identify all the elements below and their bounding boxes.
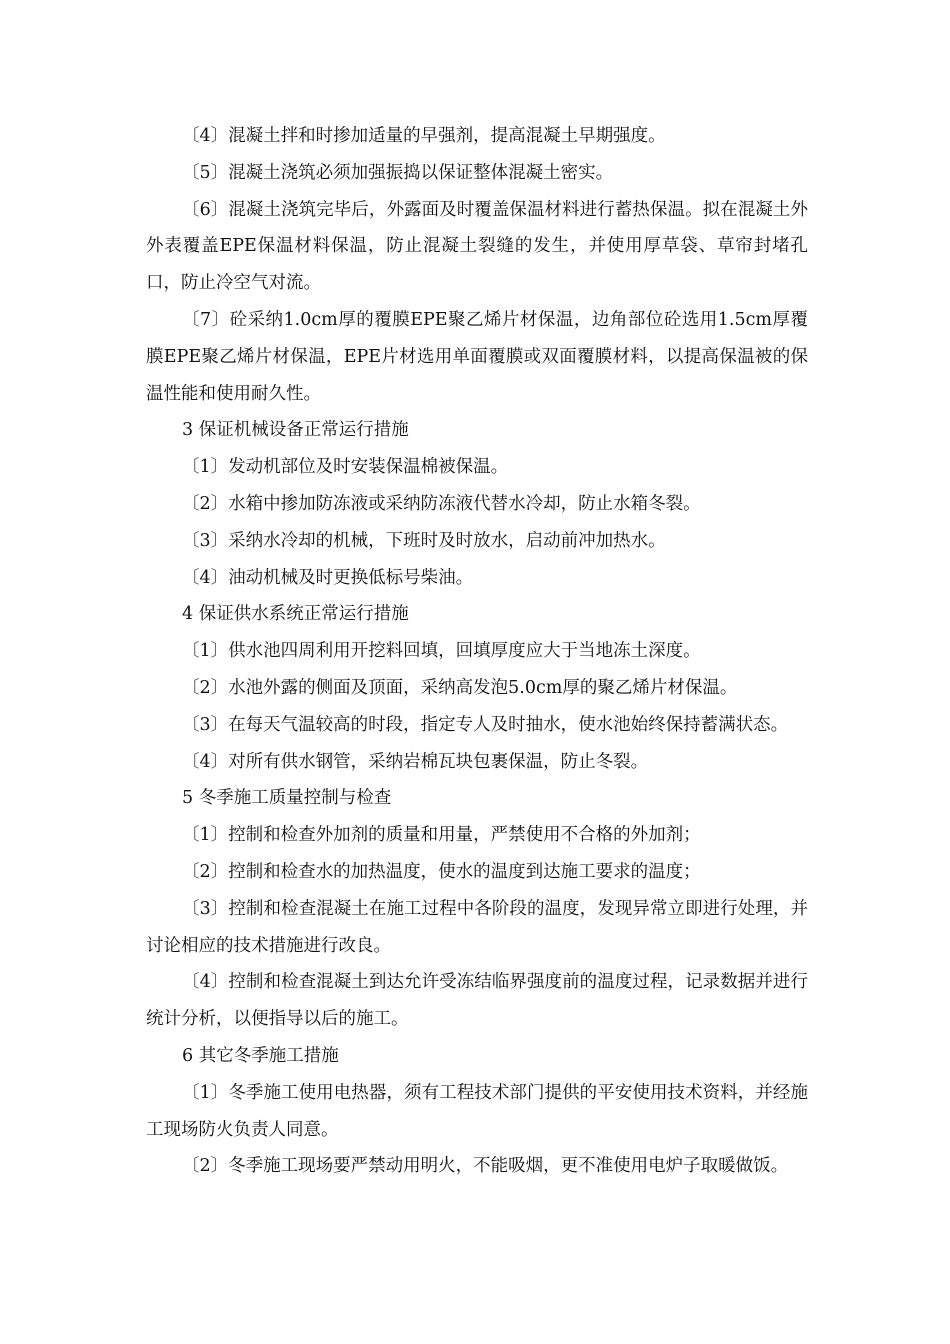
- section-heading-quality-control: 5 冬季施工质量控制与检查: [182, 788, 392, 809]
- paragraph-pool-backfill: 〔1〕供水池四周利用开挖料回填，回填厚度应大于当地冻土深度。: [182, 641, 701, 662]
- paragraph-engine-insulation: 〔1〕发动机部位及时安装保温棉被保温。: [182, 457, 509, 478]
- paragraph-electric-heater: 〔1〕冬季施工使用电热器，须有工程技术部门提供的平安使用技术资料，并经施工现场防火负责人同意。: [146, 1082, 808, 1140]
- paragraph-temperature-records: 〔4〕控制和检查混凝土到达允许受冻结临界强度前的温度过程，记录数据并进行统计分析，以便指导以后的施工。: [146, 972, 808, 1030]
- paragraph-water-cooling: 〔3〕采纳水冷却的机械，下班时及时放水，启动前冲加热水。: [182, 530, 666, 551]
- paragraph-vibration: 〔5〕混凝土浇筑必须加强振捣以保证整体混凝土密实。: [182, 162, 614, 183]
- paragraph-water-temperature: 〔2〕控制和检查水的加热温度，使水的温度到达施工要求的温度；: [182, 861, 701, 882]
- paragraph-pumping: 〔3〕在每天气温较高的时段，指定专人及时抽水，使水池始终保持蓄满状态。: [182, 714, 789, 735]
- paragraph-antifreeze: 〔2〕水箱中掺加防冻液或采纳防冻液代替水冷却，防止水箱冬裂。: [182, 493, 701, 514]
- paragraph-diesel: 〔4〕油动机械及时更换低标号柴油。: [182, 567, 474, 588]
- paragraph-pool-insulation: 〔2〕水池外露的侧面及顶面，采纳高发泡5.0cm厚的聚乙烯片材保温。: [182, 677, 738, 698]
- paragraph-insulation-cover: 〔6〕混凝土浇筑完毕后，外露面及时覆盖保温材料进行蓄热保温。拟在混凝土外外表覆盖EPE保温材料保温，防止混凝土裂缝的发生，并使用厚草袋、草帘封堵孔口，防止冷空气对流。: [146, 199, 808, 294]
- paragraph-concrete-temperature: 〔3〕控制和检查混凝土在施工过程中各阶段的温度，发现异常立即进行处理，并讨论相应的技术措施进行改良。: [146, 898, 808, 956]
- paragraph-admixture: 〔4〕混凝土拌和时掺加适量的早强剂，提高混凝土早期强度。: [182, 126, 666, 146]
- paragraph-open-fire: 〔2〕冬季施工现场要严禁动用明火，不能吸烟，更不准使用电炉子取暖做饭。: [182, 1156, 789, 1177]
- section-heading-other-measures: 6 其它冬季施工措施: [182, 1045, 339, 1066]
- paragraph-pipe-wrap: 〔4〕对所有供水钢管，采纳岩棉瓦块包裹保温，防止冬裂。: [182, 751, 649, 772]
- document-body: [146, 118, 808, 1185]
- paragraph-admixture-check: 〔1〕控制和检查外加剂的质量和用量，严禁使用不合格的外加剂；: [182, 825, 701, 846]
- section-heading-machinery: 3 保证机械设备正常运行措施: [182, 420, 409, 441]
- section-heading-water-supply: 4 保证供水系统正常运行措施: [182, 604, 409, 625]
- paragraph-epe-sheet: 〔7〕砼采纳1.0cm厚的覆膜EPE聚乙烯片材保温，边角部位砼选用1.5cm厚覆膜EPE聚乙烯片材保温，EPE片材选用单面覆膜或双面覆膜材料，以提高保温被的保温性能和使用耐久性。: [146, 309, 808, 404]
